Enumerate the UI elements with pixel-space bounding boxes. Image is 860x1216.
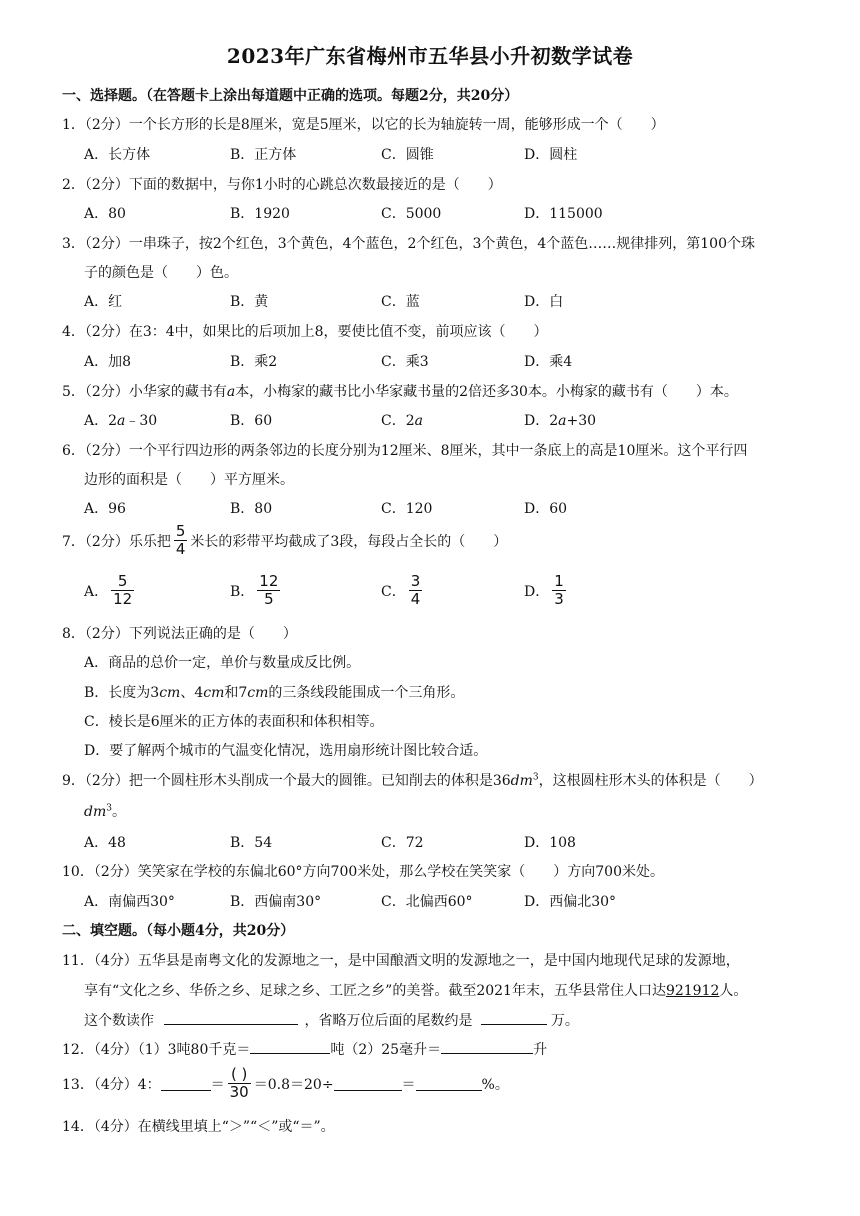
section-heading-fill: 二、填空题。（每小题4分，共20分） xyxy=(62,923,295,939)
q5-option-a: A．2a﹣30 xyxy=(84,413,158,429)
question-11-line2: 享有“文化之乡、华侨之乡、足球之乡、工匠之乡”的美誉。截至2021年末，五华县常住人口达921912人。 xyxy=(84,983,748,999)
question-14: 14．（4分）在横线里填上“＞”“＜”或“＝”。 xyxy=(62,1119,335,1135)
q10-option-a: A．南偏西30° xyxy=(84,894,175,910)
q4-option-c: C．乘3 xyxy=(381,354,429,370)
q10-option-c: C．北偏西60° xyxy=(381,894,473,910)
q10-option-b: B．西偏南30° xyxy=(230,894,322,910)
q8-option-d: D．要了解两个城市的气温变化情况，选用扇形统计图比较合适。 xyxy=(84,743,488,759)
q1-option-a: A．长方体 xyxy=(84,147,151,163)
q13-blank-2[interactable] xyxy=(334,1076,402,1091)
question-9-continued: $dm^3$。 xyxy=(84,803,126,820)
q2-option-d: D．115000 xyxy=(524,206,603,222)
q4-option-a: A．加8 xyxy=(84,354,132,370)
q8-option-a: A．商品的总价一定，单价与数量成反比例。 xyxy=(84,655,361,671)
question-12: 12．（4分）（1）3吨80千克＝ 吨（2）25毫升＝ 升 xyxy=(62,1039,547,1059)
question-3-continued: 子的颜色是（ ）色。 xyxy=(84,265,238,281)
q5-text-post: 本，小梅家的藏书比小华家藏书量的2倍还多30本。小梅家的藏书有（ ）本。 xyxy=(235,384,738,400)
question-9: 9．（2分）把一个圆柱形木头削成一个最大的圆锥。已知削去的体积是$36dm^3$，这根圆柱形木头的体积是（ ） xyxy=(62,772,763,789)
q3-option-b: B．黄 xyxy=(230,294,269,310)
question-7 xyxy=(62,523,507,558)
question-4: 4．（2分）在3：4中，如果比的后项加上8，要使比值不变，前项应该（ ） xyxy=(62,324,548,340)
question-8: 8．（2分）下列说法正确的是（ ） xyxy=(62,626,297,642)
q7-option-d: D． $\frac{1}{3}$ xyxy=(524,572,564,608)
q13-fraction: $\frac{( )}{30}$ xyxy=(229,1065,249,1101)
q5-text-pre: 5．（2分）小华家的藏书有 xyxy=(62,384,227,400)
q4-option-d: D．乘4 xyxy=(524,354,573,370)
q5-option-b: B．60 xyxy=(230,413,273,429)
question-1: 1．（2分）一个长方形的长是8厘米，宽是5厘米，以它的长为轴旋转一周，能够形成一个（ ） xyxy=(62,117,665,133)
q12-blank-2[interactable] xyxy=(441,1039,533,1054)
question-6: 6．（2分）一个平行四边形的两条邻边的长度分别为12厘米、8厘米，其中一条底上的高是10厘米。这个平行四 xyxy=(62,443,748,459)
section-heading-choice: 一、选择题。（在答题卡上涂出每道题中正确的选项。每题2分，共20分） xyxy=(62,88,519,104)
question-5 xyxy=(62,381,738,401)
q5-option-c: C．2a xyxy=(381,413,423,429)
q13-blank-3[interactable] xyxy=(416,1076,482,1091)
q5-option-d: D．2a+30 xyxy=(524,413,597,429)
q9-option-a: A．48 xyxy=(84,835,126,851)
question-3: 3．（2分）一串珠子，按2个红色，3个黄色，4个蓝色，2个红色，3个黄色，4个蓝色……规律排列，第100个珠 xyxy=(62,236,755,252)
question-10: 10．（2分）笑笑家在学校的东偏北60°方向700米处，那么学校在笑笑家（ ）方向700米处。 xyxy=(62,864,664,880)
q11-approx-blank[interactable] xyxy=(481,1010,547,1025)
q6-option-d: D．60 xyxy=(524,501,568,517)
q9-option-b: B．54 xyxy=(230,835,273,851)
q1-option-c: C．圆锥 xyxy=(381,147,434,163)
question-6-continued: 边形的面积是（ ）平方厘米。 xyxy=(84,472,294,488)
q3-option-c: C．蓝 xyxy=(381,294,420,310)
question-2: 2．（2分）下面的数据中，与你1小时的心跳总次数最接近的是（ ） xyxy=(62,177,502,193)
q4-option-b: B．乘2 xyxy=(230,354,278,370)
page-title: 2023年广东省梅州市五华县小升初数学试卷 xyxy=(226,44,634,68)
question-11: 11．（4分）五华县是南粤文化的发源地之一，是中国酿酒文明的发源地之一，是中国内地现代足球的发源地， xyxy=(62,953,740,969)
q13-blank-1[interactable] xyxy=(161,1076,211,1091)
q3-option-a: A．红 xyxy=(84,294,123,310)
question-11-line3: 这个数读作 ，省略万位后面的尾数约是 万。 xyxy=(84,1010,579,1030)
q11-population-number: 921912 xyxy=(665,983,720,999)
q1-option-d: D．圆柱 xyxy=(524,147,578,163)
q7-text-pre: 7．（2分）乐乐把 xyxy=(62,533,171,550)
q10-option-d: D．西偏北30° xyxy=(524,894,617,910)
q5-variable: a xyxy=(226,384,236,400)
q8-option-c: C．棱长是6厘米的正方体的表面积和体积相等。 xyxy=(84,714,384,730)
q2-option-b: B．1920 xyxy=(230,206,290,222)
q11-reading-blank[interactable] xyxy=(164,1010,298,1025)
q9-option-d: D．108 xyxy=(524,835,576,851)
q6-option-a: A．96 xyxy=(84,501,126,517)
q7-option-a: A． $\frac{5}{12}$ xyxy=(84,572,133,608)
q7-option-b: B． $\frac{12}{5}$ xyxy=(230,572,279,608)
q1-option-b: B．正方体 xyxy=(230,147,297,163)
q9-option-c: C．72 xyxy=(381,835,424,851)
q6-option-b: B．80 xyxy=(230,501,273,517)
question-13: 13．（4分）4： ＝ $\frac{( )}{30}$ ＝0.8＝20÷ ＝ %。 xyxy=(62,1065,509,1101)
q6-option-c: C．120 xyxy=(381,501,433,517)
q8-option-b: B．长度为3cm、4cm和7cm的三条线段能围成一个三角形。 xyxy=(84,685,465,701)
q7-option-c: C． $\frac{3}{4}$ xyxy=(381,572,421,608)
q3-option-d: D．白 xyxy=(524,294,564,310)
q2-option-c: C．5000 xyxy=(381,206,442,222)
q7-text-post: 米长的彩带平均截成了3段，每段占全长的（ ） xyxy=(190,533,508,550)
q12-blank-1[interactable] xyxy=(250,1039,330,1054)
q2-option-a: A．80 xyxy=(84,206,126,222)
q7-fraction: $\frac{5}{4}$ xyxy=(175,522,186,558)
